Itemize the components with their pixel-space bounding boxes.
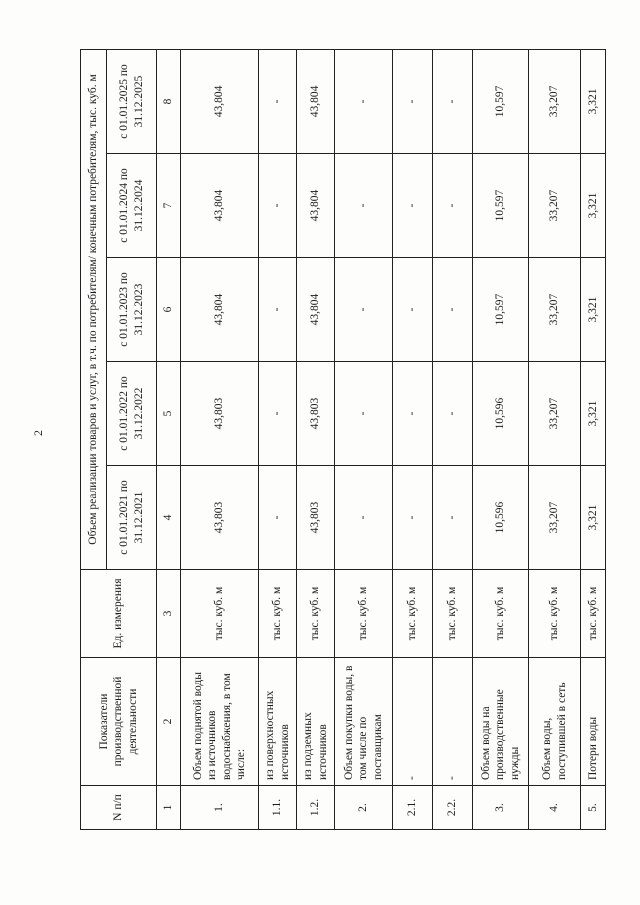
row-value: - (259, 154, 297, 258)
row-number: 2. (335, 786, 393, 830)
row-unit: тыс. куб. м (581, 570, 606, 658)
row-unit: тыс. куб. м (473, 570, 529, 658)
row-value: 3,321 (581, 49, 606, 153)
header-indicator: Показатели производственной деятельности (81, 658, 157, 786)
row-value: 43,804 (181, 258, 259, 362)
row-value: - (433, 362, 473, 466)
row-value: - (393, 466, 433, 570)
header-period: с 01.01.2023 по 31.12.2023 (107, 258, 157, 362)
row-indicator: Потери воды (581, 658, 606, 786)
row-value: 3,321 (581, 362, 606, 466)
row-value: 3,321 (581, 154, 606, 258)
row-value: 43,803 (181, 466, 259, 570)
column-number: 6 (157, 258, 181, 362)
row-unit: тыс. куб. м (393, 570, 433, 658)
table-row (473, 49, 529, 829)
row-number: 4. (529, 786, 581, 830)
row-value: - (259, 49, 297, 153)
table-row (581, 49, 606, 829)
row-value: 10,597 (473, 154, 529, 258)
row-value: - (433, 154, 473, 258)
row-value: 33,207 (529, 362, 581, 466)
table-row (433, 49, 473, 829)
row-value: 10,596 (473, 466, 529, 570)
row-value: - (259, 258, 297, 362)
row-value: 10,597 (473, 49, 529, 153)
row-number: 2.2. (433, 786, 473, 830)
row-unit: тыс. куб. м (297, 570, 335, 658)
row-number: 1.1. (259, 786, 297, 830)
table-row (335, 49, 393, 829)
row-number: 1.2. (297, 786, 335, 830)
row-value: 33,207 (529, 258, 581, 362)
rotated-table-area (80, 50, 605, 830)
header-period: с 01.01.2022 по 31.12.2022 (107, 362, 157, 466)
row-unit: тыс. куб. м (433, 570, 473, 658)
page-number: 2 (31, 430, 45, 436)
row-value: - (335, 258, 393, 362)
header-period: с 01.01.2025 по 31.12.2025 (107, 49, 157, 153)
row-value: - (433, 49, 473, 153)
column-number: 7 (157, 154, 181, 258)
row-value: 43,804 (297, 154, 335, 258)
row-value: - (259, 362, 297, 466)
row-value: 10,597 (473, 258, 529, 362)
row-number: 3. (473, 786, 529, 830)
row-indicator: - (433, 658, 473, 786)
row-value: - (433, 466, 473, 570)
column-number: 5 (157, 362, 181, 466)
row-indicator: Объем покупки воды, в том числе по поставщикам (335, 658, 393, 786)
column-number: 4 (157, 466, 181, 570)
row-value: 33,207 (529, 49, 581, 153)
production-indicators-table (80, 49, 606, 830)
row-value: 43,804 (181, 49, 259, 153)
row-value: - (393, 49, 433, 153)
row-unit: тыс. куб. м (181, 570, 259, 658)
row-value: 43,804 (297, 258, 335, 362)
row-value: - (393, 154, 433, 258)
row-value: 3,321 (581, 258, 606, 362)
row-value: - (393, 362, 433, 466)
column-number: 1 (157, 786, 181, 830)
row-value: 43,804 (297, 49, 335, 153)
row-value: - (335, 49, 393, 153)
row-value: 33,207 (529, 466, 581, 570)
header-unit: Ед. измерения (81, 570, 157, 658)
header-period: с 01.01.2024 по 31.12.2024 (107, 154, 157, 258)
row-indicator: из подземных источников (297, 658, 335, 786)
row-value: 43,803 (181, 362, 259, 466)
row-value: 43,803 (297, 362, 335, 466)
row-indicator: - (393, 658, 433, 786)
header-num: N п/п (81, 786, 157, 830)
row-value: - (393, 258, 433, 362)
table-row (259, 49, 297, 829)
row-value: 43,804 (181, 154, 259, 258)
table-row (529, 49, 581, 829)
row-indicator: из поверхностных источников (259, 658, 297, 786)
column-number: 8 (157, 49, 181, 153)
row-number: 5. (581, 786, 606, 830)
table-row (393, 49, 433, 829)
column-number: 2 (157, 658, 181, 786)
row-unit: тыс. куб. м (259, 570, 297, 658)
row-indicator: Объем поднятой воды из источников водоснабжения, в том числе: (181, 658, 259, 786)
column-number-row (157, 49, 181, 829)
row-value: 10,596 (473, 362, 529, 466)
table-row (297, 49, 335, 829)
row-number: 2.1. (393, 786, 433, 830)
row-unit: тыс. куб. м (529, 570, 581, 658)
row-number: 1. (181, 786, 259, 830)
row-value: - (259, 466, 297, 570)
row-value: 33,207 (529, 154, 581, 258)
header-period: с 01.01.2021 по 31.12.2021 (107, 466, 157, 570)
column-number: 3 (157, 570, 181, 658)
row-value: 3,321 (581, 466, 606, 570)
row-value: - (433, 258, 473, 362)
row-indicator: Объем воды на производственные нужды (473, 658, 529, 786)
header-sales-volume-group: Объем реализации товаров и услуг, в т.ч. по потребителям/ конечным потребителям, тыс. куб. м (81, 49, 107, 569)
row-value: - (335, 362, 393, 466)
row-unit: тыс. куб. м (335, 570, 393, 658)
table-row (181, 49, 259, 829)
row-value: 43,803 (297, 466, 335, 570)
row-indicator: Объем воды, поступившей в сеть (529, 658, 581, 786)
row-value: - (335, 466, 393, 570)
row-value: - (335, 154, 393, 258)
